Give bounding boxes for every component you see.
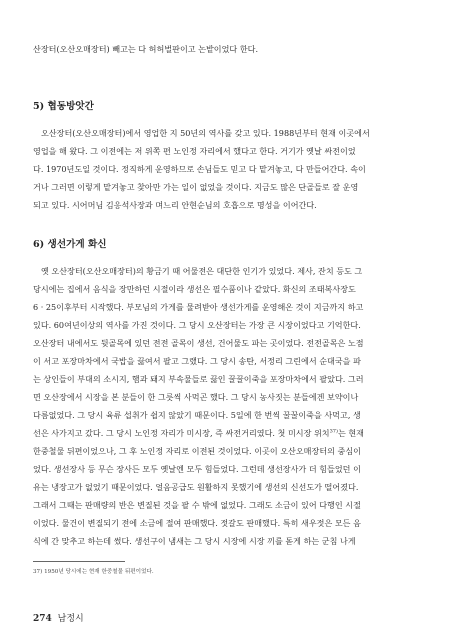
body-line: 옛 오산장터(오산오매장터)의 황금기 때 어물전은 대단한 인기가 있었다. 제사, 잔치 등도 그 (41, 266, 363, 276)
body-line: 었다. 생선장사 등 무슨 장사든 모두 옛날엔 모두 힘들었다. 그런데 생선장사가 더 힘들었던 이 (33, 464, 361, 474)
running-title: 남정시 (57, 614, 84, 624)
body-line: 오산장터(오산오매장터)에서 영업한 지 50년의 역사를 갖고 있다. 1988년부터 현재 이곳에서 (41, 128, 370, 138)
body-text: 는 현재 (337, 428, 364, 438)
body-line: 유는 냉장고가 없었기 때문이었다. 얼음공급도 원활하지 못했기에 생선의 신선도가 떨어졌다. (33, 482, 359, 492)
body-line: 오산장터 내에서도 뒷골목에 있던 전전 골목이 생선, 건어물도 파는 곳이었다. 전전골목은 노점 (33, 338, 364, 348)
body-text: 선은 사가지고 갔다. 그 당시 노인정 자리가 미시장, 즉 싸전거리였다. 첫 미시장 위치 (33, 428, 330, 438)
footnote-divider (33, 561, 125, 562)
body-line: 이 서고 포장마차에서 국밥을 끓여서 팔고 그랬다. 그 당시 송탄, 서정리 그린에서 순대국을 파 (33, 356, 361, 366)
body-line: 식에 간 맞추고 하는데 썼다. 생선구이 냄새는 그 당시 시장에 시장 끼를 돋게 하는 군침 나게 (33, 536, 356, 546)
section-heading-6: 6) 생선가게 화신 (33, 239, 107, 250)
body-line: 다름없었다. 그 당시 육류 섭취가 쉽지 않았기 때문이다. 5일에 한 번씩 꿀꿀이죽을 사먹고, 생 (33, 410, 361, 420)
body-line: 되고 있다. 시어머님 김응석사장과 며느리 안현순님의 호흡으로 명성을 이어간다. (33, 200, 317, 210)
body-line: 당시에는 집에서 음식을 장만하던 시절이라 생선은 필수품이나 같았다. 화신의 조태복사장도 (33, 284, 356, 294)
page-footer (33, 611, 84, 624)
body-line (33, 428, 443, 439)
body-line: 면 오산장에서 시장을 본 분들이 한 그릇씩 사먹곤 했다. 그 당시 농사짓는 분들에겐 보약이나 (33, 392, 359, 402)
body-line: 거나 그러면 이렇게 맡겨놓고 찾아만 가는 일이 없었을 것이다. 지금도 많은 단골들로 잘 운영 (33, 182, 359, 192)
body-line: 는 상인들이 부대의 소시지, 햄과 돼지 부속물들로 끓인 꿀꿀이죽을 포장마차에서 팔았다. 그러 (33, 374, 364, 384)
footnote: 37) 1950년 당시에는 현재 한중철물 뒤편이었다. (33, 569, 154, 575)
footnote-marker: 37) (329, 428, 338, 435)
section-heading-5: 5) 협동방앗간 (33, 101, 94, 112)
intro-line: 산장터(오산오매장터) 빼고는 다 허허벌판이고 논밭이었다 한다. (33, 44, 259, 54)
body-line: 그래서 그때는 판매량의 반은 변질된 것을 팔 수 밖에 없었다. 그래도 소금이 있어 다행인 시절 (33, 500, 361, 510)
body-line: 있다. 60여년이상의 역사를 가진 것이다. 그 당시 오산장터는 가장 큰 시장이었다고 기억한다. (33, 320, 361, 330)
body-line: 이었다. 물건이 변질되기 전에 소금에 절여 판매했다. 젓갈도 판매했다. 특히 새우젓은 모든 음 (33, 518, 361, 528)
body-line: 한중철물 뒤편이었으나, 그 후 노인정 자리로 이전된 것이었다. 이곳이 오산오매장터의 중심이 (33, 446, 361, 456)
body-line: 6 · 25이후부터 시작했다. 부모님의 가게를 물려받아 생선가게를 운영해온 것이 지금까지 하고 (33, 302, 364, 312)
page-number: 274 (33, 614, 52, 624)
body-line: 다. 1970년도일 것이다. 정직하게 운영하므로 손님들도 믿고 다 맡겨놓고, 다 만들어간다. 속이 (33, 164, 366, 174)
body-line: 영업을 해 왔다. 그 이전에는 저 위쪽 편 노인정 자리에서 했다고 한다. 거기가 옛날 싸전이었 (33, 146, 356, 156)
